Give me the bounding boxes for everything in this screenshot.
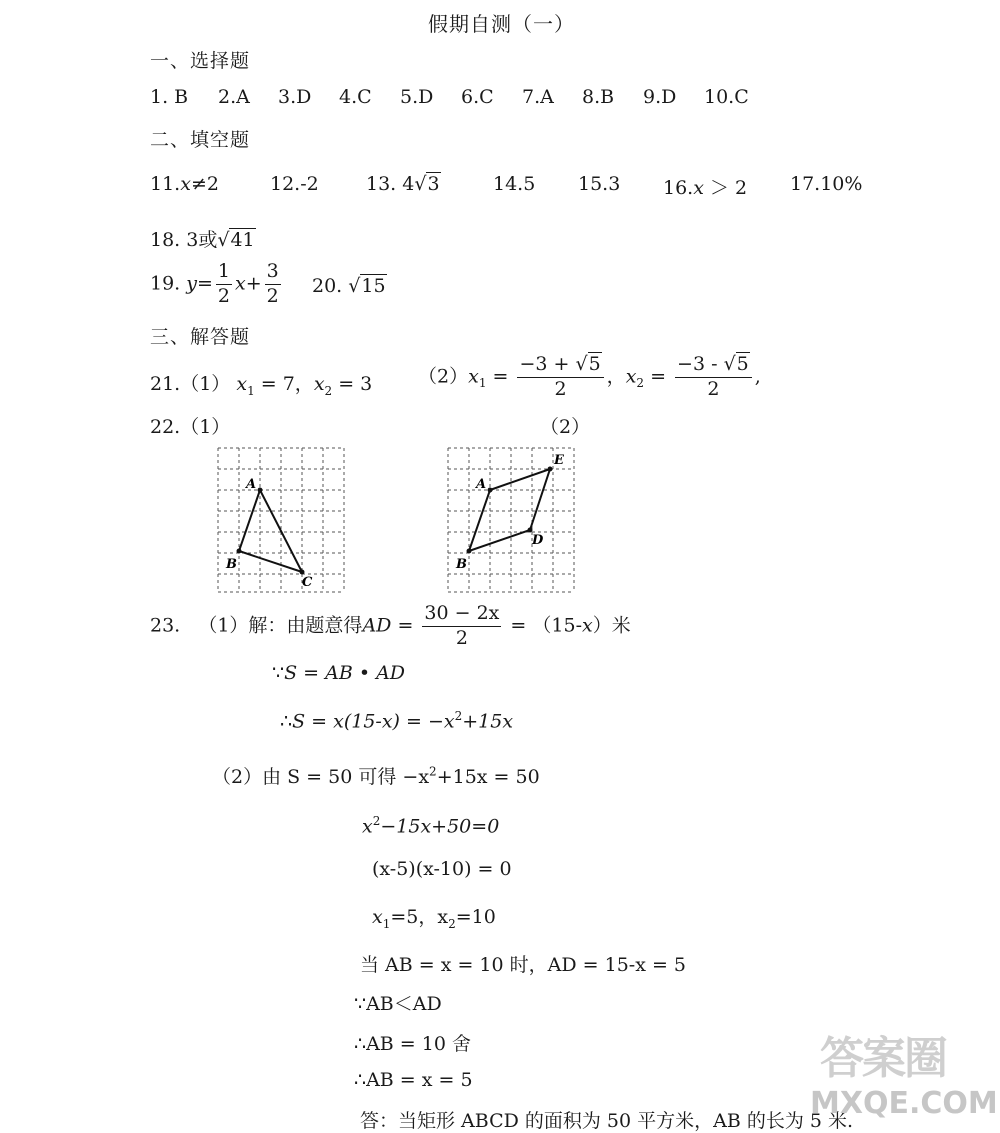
answer-23-line-8: 当 AB = x = 10 时，AD = 15-x = 5: [360, 954, 687, 976]
fill-answer-11: 11.x≠2: [150, 173, 219, 195]
label-d: D: [532, 533, 544, 548]
grid-figure-1: [210, 440, 355, 600]
answer-23-line-2: ∵S = AB • AD: [272, 662, 406, 684]
choice-answer: 8.B: [582, 86, 615, 108]
triangle-abc: [239, 490, 302, 572]
fill-answer-20: 20. √15: [312, 275, 386, 297]
point-a: [258, 488, 263, 493]
label-a: A: [246, 477, 257, 492]
fill-answer-13: 13. 4√3: [366, 173, 440, 195]
point-e: [548, 467, 553, 472]
fill-answer-14: 14.5: [493, 173, 536, 195]
label-a: A: [476, 477, 487, 492]
answer-22-label-1: 22.（1）: [150, 416, 231, 438]
point-a: [488, 488, 493, 493]
answer-23-line-5: $x^2-15x+50=0$: [362, 814, 500, 838]
label-b: B: [456, 557, 467, 572]
answer-23-conclusion: 答：当矩形 ABCD 的面积为 50 平方米，AB 的长为 5 米.: [360, 1110, 854, 1132]
watermark-url: MXQE.COM: [810, 1086, 998, 1121]
section-solve-heading: 三、解答题: [150, 326, 251, 348]
answer-23-line-7: $x_1=5$，$x_2=10$: [372, 906, 496, 931]
point-b: [237, 549, 242, 554]
answer-23-line-9: ∵AB＜AD: [354, 993, 442, 1015]
fraction: $\frac{-3 - √5}{2}$: [675, 355, 752, 400]
point-c: [300, 570, 305, 575]
answer-22-label-2: （2）: [540, 416, 591, 438]
choice-answer: 3.D: [278, 86, 312, 108]
answer-23-line-3: ∴S = $x(15-x) = -x^2+15x$: [280, 709, 514, 733]
answer-23-line-6: (x-5)(x-10) = 0: [372, 858, 512, 880]
fraction: $\frac{-3 + √5}{2}$: [517, 355, 603, 400]
choice-answer: 1. B: [150, 86, 189, 108]
answer-23-line-1: 23. （1）解：由题意得AD = $\frac{30 - 2x}{2}$ = （15-x）米: [150, 602, 631, 649]
label-e: E: [554, 453, 564, 468]
choice-answer: 6.C: [461, 86, 494, 108]
answer-23-line-10: ∴AB = 10 舍: [354, 1033, 471, 1055]
choice-answer: 10.C: [704, 86, 749, 108]
choice-answer: 7.A: [522, 86, 554, 108]
choice-answer: 4.C: [339, 86, 372, 108]
fill-answer-17: 17.10%: [790, 173, 863, 195]
fill-answer-12: 12.-2: [270, 173, 319, 195]
fill-answer-18: 18. 3或√41: [150, 229, 255, 251]
fraction: $\frac{1}{2}$: [217, 260, 231, 307]
choice-answer: 9.D: [643, 86, 677, 108]
section-fill-heading: 二、填空题: [150, 129, 251, 151]
choice-answer: 2.A: [218, 86, 250, 108]
section-choice-heading: 一、选择题: [150, 50, 251, 72]
answer-21-part1: 21.（1） $x_1 = 7$，$x_2 = 3$: [150, 373, 373, 398]
fill-answer-19: 19. y= $\frac{1}{2}$ x+ $\frac{3}{2}$: [150, 260, 279, 307]
fraction: $\frac{30 - 2x}{2}$: [424, 602, 500, 649]
point-d: [528, 528, 533, 533]
label-b: B: [226, 557, 237, 572]
choice-answer: 5.D: [400, 86, 434, 108]
fraction: $\frac{3}{2}$: [266, 260, 279, 307]
grid-figure-2: [440, 440, 585, 600]
answer-23-line-4: （2）由 S = 50 可得 $-x^2+15x = 50$: [212, 764, 540, 788]
fill-answer-16: 16.x ＞ 2: [663, 177, 748, 199]
answer-21-part2: $(2)x_1$ = $\frac{-3 + √5}{2}$ ，$x_2$ = $\frac{-3 - √5}{2}$ ,: [418, 353, 761, 400]
watermark-logo: 答案圈: [820, 1033, 946, 1084]
fill-answer-15: 15.3: [578, 173, 621, 195]
point-b: [467, 549, 472, 554]
answer-23-line-11: ∴AB = x = 5: [354, 1069, 473, 1091]
label-c: C: [302, 575, 313, 590]
page-title: 假期自测（一）: [428, 12, 575, 36]
